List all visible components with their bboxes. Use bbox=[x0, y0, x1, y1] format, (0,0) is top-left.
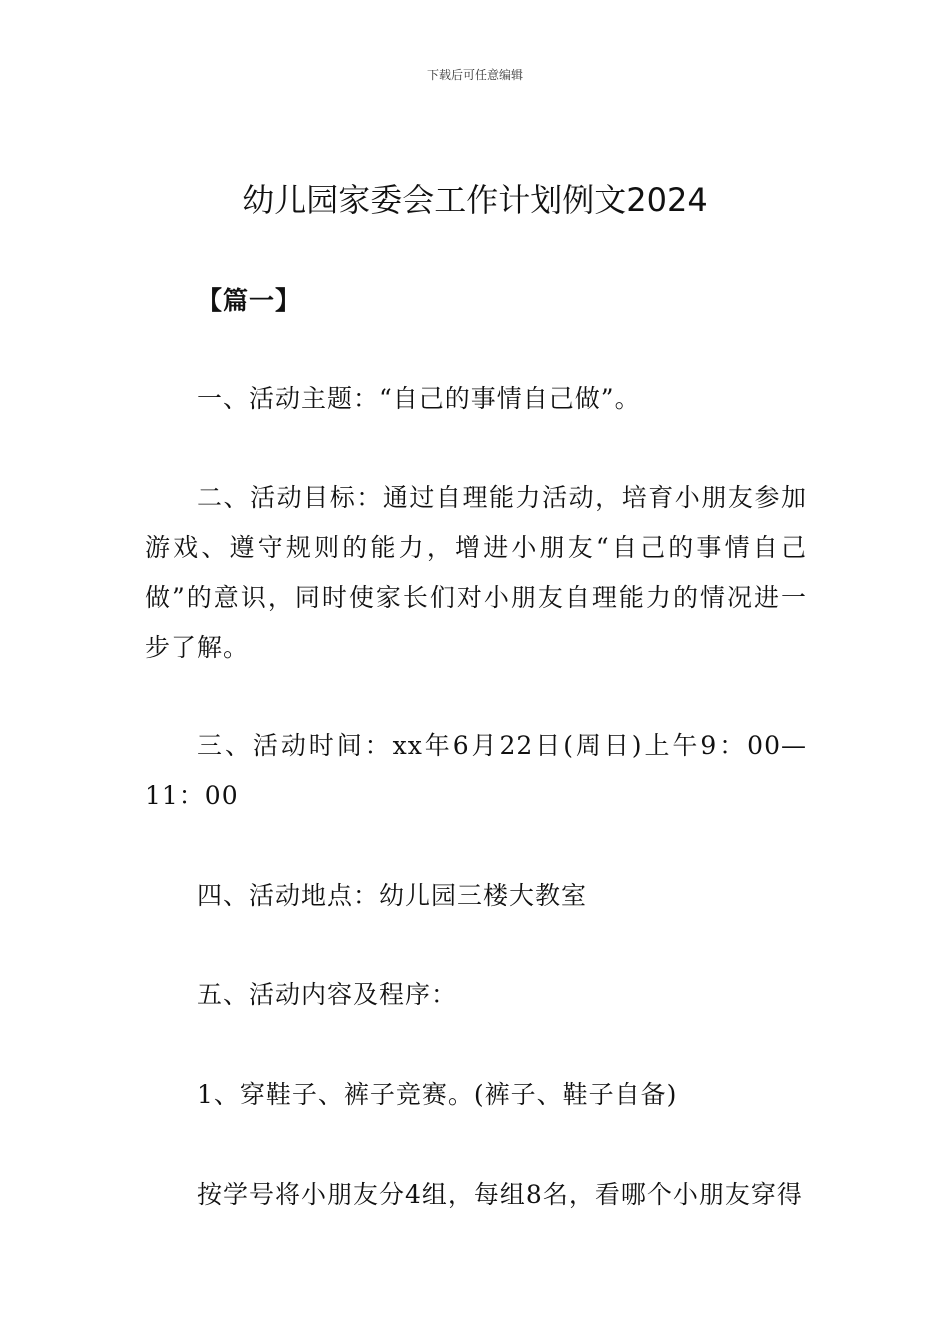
paragraph-activity-location: 四、活动地点：幼儿园三楼大教室 bbox=[197, 881, 588, 910]
paragraph-activity-goal: 二、活动目标：通过自理能力活动，培育小朋友参加游戏、遵守规则的能力，增进小朋友“自己的事情自己做”的意识，同时使家长们对小朋友自理能力的情况进一步了解。 bbox=[145, 483, 807, 662]
section-label: 【篇一】 bbox=[197, 286, 302, 315]
paragraph-activity-time: 三、活动时间：xx年6月22日(周日)上午9：00—11：00 bbox=[145, 731, 807, 810]
paragraph-activity-theme: 一、活动主题：“自己的事情自己做”。 bbox=[197, 384, 641, 413]
paragraph-shoe-pants-contest: 1、穿鞋子、裤子竞赛。(裤子、鞋子自备) bbox=[197, 1080, 678, 1109]
paragraph-grouping: 按学号将小朋友分4组，每组8名，看哪个小朋友穿得 bbox=[197, 1180, 803, 1209]
header-note: 下载后可任意编辑 bbox=[426, 68, 523, 82]
document-title: 幼儿园家委会工作计划例文2024 bbox=[242, 181, 708, 219]
paragraph-activity-content: 五、活动内容及程序： bbox=[197, 980, 458, 1009]
